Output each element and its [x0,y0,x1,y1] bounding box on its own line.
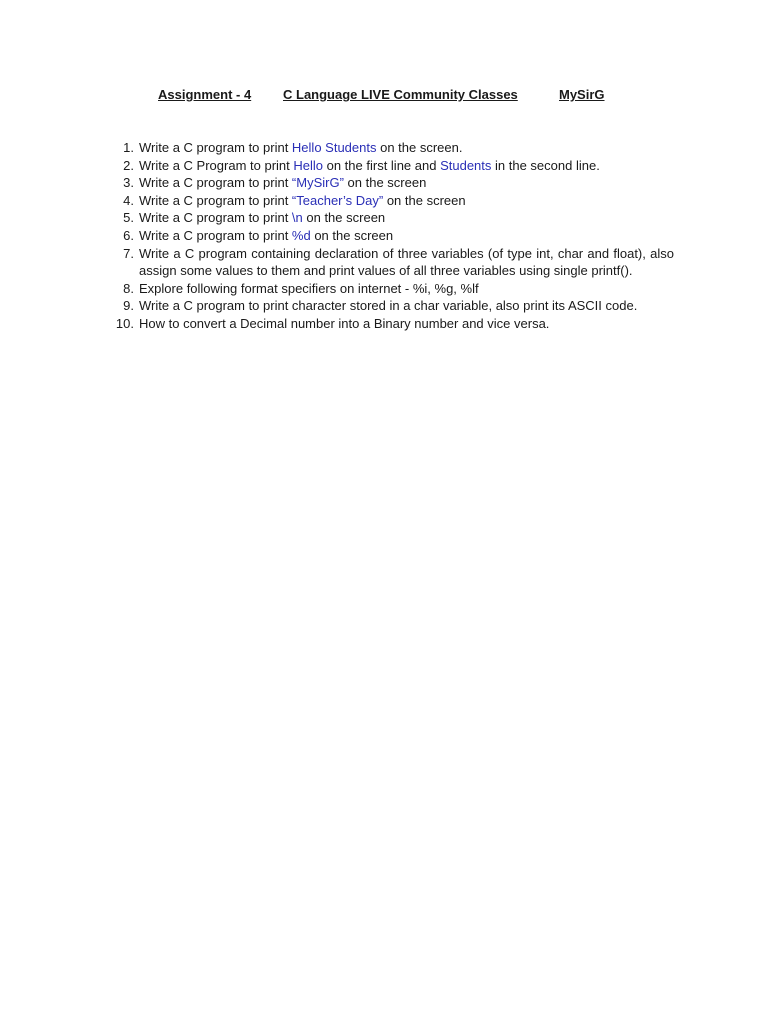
question-text: How to convert a Decimal number into a Binary number and vice versa. [139,315,550,331]
question-item [112,245,674,280]
question-text: Write a C program to print [139,227,292,243]
question-text: on the screen. [376,140,463,155]
assignment-title: Assignment - 4 [158,87,252,102]
question-text: on the screen [310,227,394,243]
question-number: 10. [115,315,134,331]
question-item [112,227,674,245]
question-text: on the first line and [323,157,441,173]
question-number: 3. [123,175,134,191]
question-number: 2. [123,157,134,173]
question-text: Write a C Program to print [139,157,294,173]
question-text: Write a C program to print [139,140,292,155]
question-item [112,315,674,333]
question-number: 5. [123,210,134,226]
course-title: C Language LIVE Community Classes [283,87,518,102]
highlight-text: “MySirG” [291,175,344,191]
question-text: Write a C program to print [139,175,292,191]
question-item [112,174,674,192]
question-text: Write a C program to print [139,210,292,226]
highlight-text: Hello [293,157,323,173]
brand-name: MySirG [559,87,605,102]
highlight-text: %d [291,227,311,243]
question-item [112,139,674,157]
question-number: 4. [123,192,134,208]
question-item [112,209,674,227]
question-number: 6. [123,227,134,243]
question-list [112,139,674,333]
question-text: Write a C program containing declaration of three variables (of type int, char and float), also assign some values to them and print values of all three variables using single printf(). [139,245,674,279]
question-number: 1. [123,140,134,155]
question-text: Write a C program to print character stored in a char variable, also print its ASCII code. [139,298,638,314]
highlight-text: \n [291,210,303,226]
question-text: Explore following format specifiers on internet - %i, %g, %lf [139,280,479,296]
question-text: Write a C program to print [139,192,292,208]
question-text: on the screen [383,192,466,208]
question-item [112,192,674,210]
question-text: in the second line. [491,157,600,173]
question-number: 9. [123,298,134,314]
highlight-text: “Teacher’s Day” [291,192,384,208]
question-item [112,297,674,315]
highlight-text: Students [440,157,492,173]
question-text: on the screen [302,210,386,226]
question-item [112,157,674,175]
question-text: on the screen [343,175,427,191]
question-number: 7. [123,245,134,261]
highlight-text: Hello Students [291,140,377,155]
question-item [112,280,674,298]
assignment-header [0,87,768,105]
question-number: 8. [123,280,134,296]
